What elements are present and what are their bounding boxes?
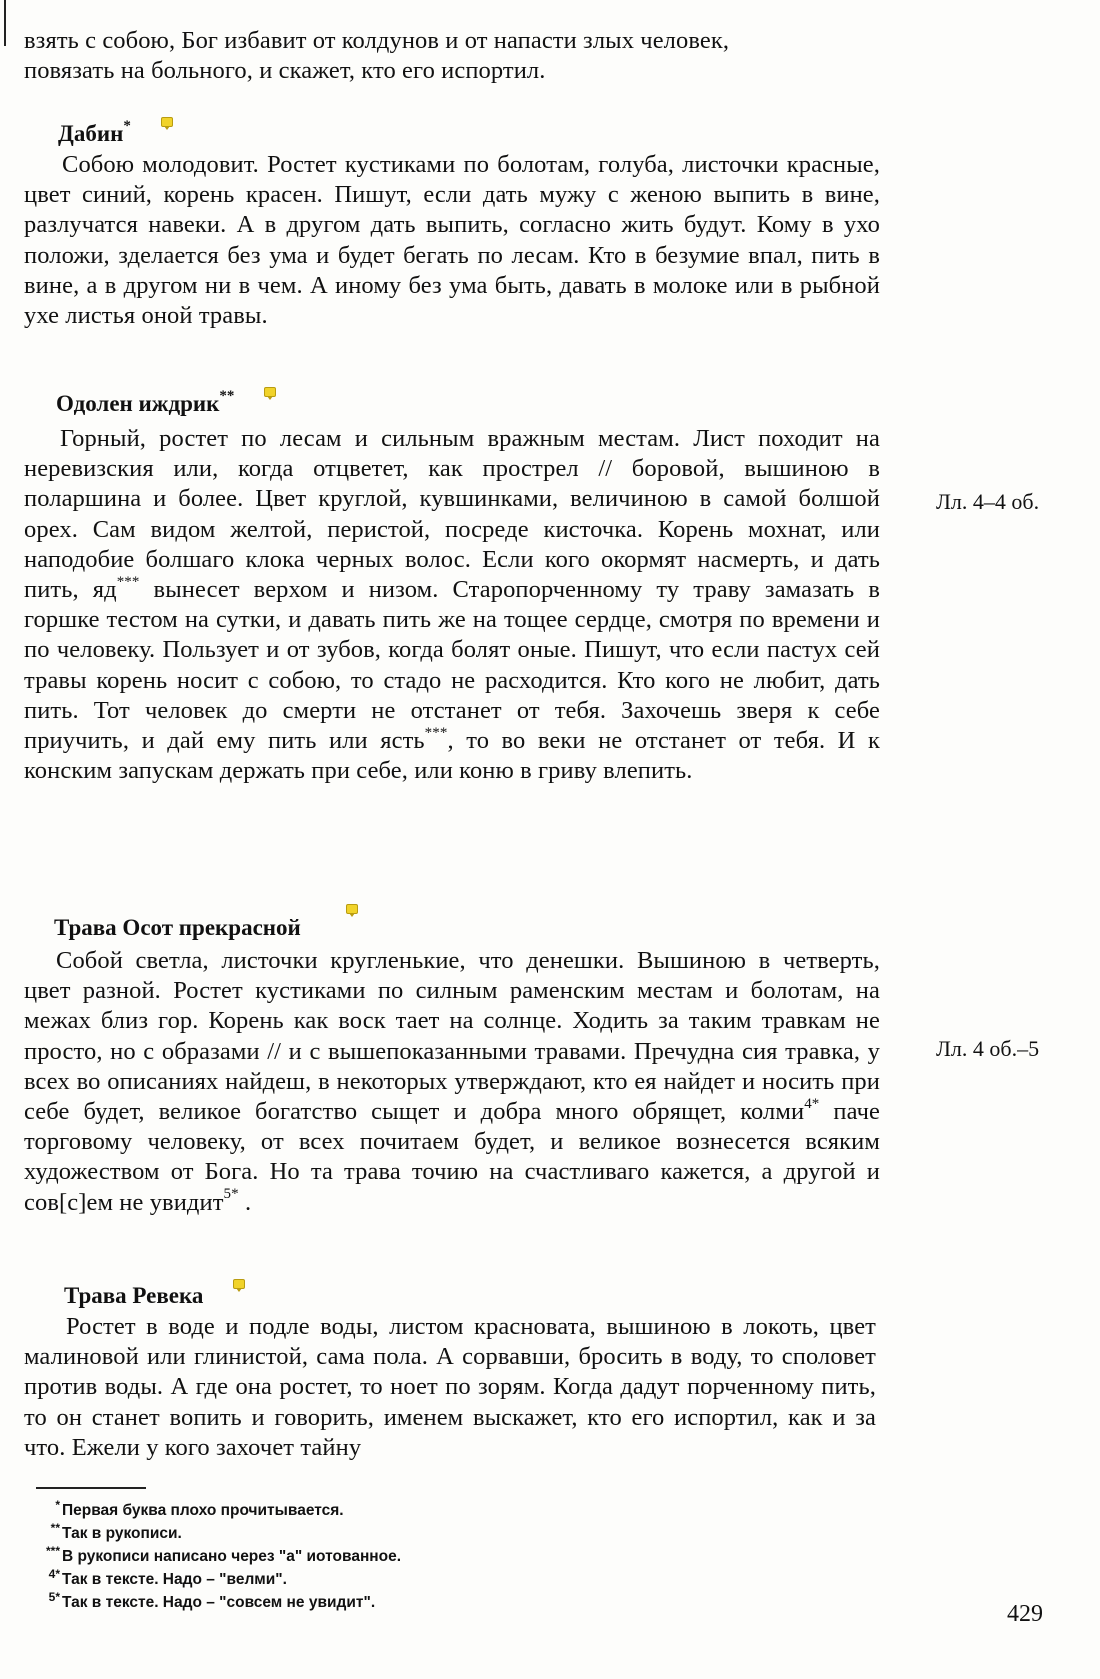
comment-note-icon[interactable] (161, 117, 173, 127)
footnote: ** Так в рукописи. (50, 1521, 182, 1542)
section-heading-osot: Трава Осот прекрасной (54, 915, 301, 940)
inline-footnote-mark: 4* (804, 1095, 820, 1112)
footnote: 4* Так в тексте. Надо – "велми". (48, 1567, 287, 1588)
page-number: 429 (1007, 1601, 1043, 1627)
section-heading-reveka: Трава Ревека (64, 1282, 245, 1310)
footnote: 5* Так в тексте. Надо – "совсем не увидит". (48, 1590, 376, 1611)
inline-footnote-mark: *** (116, 573, 140, 590)
section-text-osot: Собой светла, листочки кругленькие, что денешки. Вышиною в четверть, цвет разной. Ростет кустиками по силным раменским местам и болотам, на межах близ гор. Корень как воск тает на солнце. Ходить за таким травкам не просто, но с образами // и с вышепоказанными травами. Пречудна сия травка, у всех во описаниях найдеш, в некоторых утверждают, кто ея найдет и носить при себе будет, великое богатство сыщет и добра много обрящет, колми$^{4*}$ паче торговому человеку, от всех почитаем будет, и великое вознесется всяким художеством от Бога. Но та трава точию на счастливаго кажется, а другой и сов[с]ем не увидит$^{5*}$ . (24, 947, 881, 1216)
section-text-odolen: Горный, ростет по лесам и сильным вражным местам. Лист походит на неревизския или, когда отцветет, как прострел // боровой, вышиною в поларшина и более. Цвет круглой, кувшинками, величиною в самой болшой орех. Сам видом желтой, перистой, посреде кисточка. Корень мохнат, или наподобие болшаго клока черных волос. Если кого окормят насмерть, и дать пить, яд*** вынесет верхом и низом. Старопорченному ту траву замазать в горшке тестом на сутки, и давать пить же на тощее сердце, смотря по времени и по человеку. Пользует и от зубов, когда болят оные. Пишут, что если пастух сей травы корень носит с собою, то стадо не расходится. Кто кого не любит, дать пить. Тот человек до смерти не отстанет от тебя. Захочешь зверя к себе приучить, и дай ему пить или ясть***, то во веки не отстанет от тебя. И к конским запускам держать при себе, или коню в гриву влепить. (24, 425, 880, 785)
opening-line-2: повязать на больного, и скажет, кто его испортил. (24, 57, 546, 85)
section-heading-dabin: Дабин* (58, 120, 173, 148)
opening-paragraph (24, 26, 884, 86)
heading-footnote-mark: * (123, 118, 131, 135)
margin-note-folio: Лл. 4 об.–5 (936, 1036, 1040, 1061)
comment-note-icon[interactable] (233, 1279, 245, 1289)
margin-note-folio: Лл. 4–4 об. (936, 489, 1040, 514)
footnote-separator (36, 1487, 146, 1489)
section-text-reveka: Ростет в воде и подле воды, листом красновата, вышиною в локоть, цвет малиновой или глинистой, сама пола. А сорвавши, бросить в воду, то споловет против воды. А где она ростет, то ноет по зорям. Когда дадут порченному пить, то он станет вопить и говорить, именем выскажет, кто его испортил, как и за что. Ежели у кого захочет тайну (24, 1313, 876, 1461)
comment-note-icon[interactable] (346, 904, 358, 914)
comment-note-icon[interactable] (264, 387, 276, 397)
inline-footnote-mark: 5* (223, 1186, 239, 1203)
footnote: * Первая буква плохо прочитывается. (55, 1498, 344, 1519)
section-heading-odolen: Одолен иждрик** (56, 390, 276, 418)
opening-line-1: взять с собою, Бог избавит от колдунов и от напасти злых человек, (24, 27, 730, 54)
footnote: *** В рукописи написано через "а" иотованное. (45, 1544, 402, 1565)
section-text-dabin: Собою молодовит. Ростет кустиками по болотам, голуба, листочки красные, цвет синий, корень красен. Пишут, если дать мужу с женою выпить в вине, разлучатся навеки. А в другом дать выпить, согласно жить будут. Кому в ухо положи, зделается без ума и будет бегать по лесам. Кто в безумие впал, пить в вине, а в другом ни в чем. А иному без ума быть, давать в молоке или в рыбной ухе листья оной травы. (24, 151, 880, 330)
inline-footnote-mark: *** (424, 724, 448, 741)
heading-footnote-mark: ** (219, 388, 235, 405)
